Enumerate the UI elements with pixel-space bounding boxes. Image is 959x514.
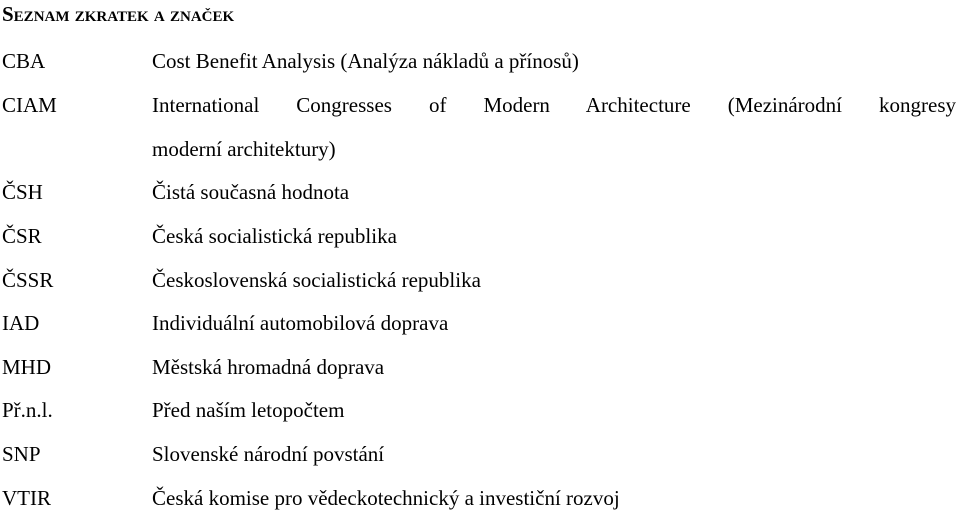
list-item-iad — [0, 309, 959, 339]
abbreviation-meaning-continuation: moderní architektury) — [152, 137, 336, 161]
abbreviation-meaning: Slovenské národní povstání — [152, 442, 385, 466]
abbreviation: ČSSR — [2, 268, 54, 292]
abbreviation: MHD — [2, 355, 52, 379]
list-item-csr — [0, 222, 959, 252]
abbreviation: VTIR — [2, 486, 51, 510]
abbreviation-meaning: Cost Benefit Analysis (Analýza nákladů a přínosů) — [152, 49, 579, 73]
abbreviation-meaning: Před naším letopočtem — [152, 398, 345, 422]
abbreviation-meaning: International Congresses of Modern Architecture (Mezinárodní kongresy — [152, 93, 956, 117]
list-item-mhd — [0, 353, 959, 383]
abbreviation-meaning: Individuální automobilová doprava — [152, 311, 449, 335]
list-item-ciam — [0, 91, 959, 121]
abbreviation-meaning: Česká socialistická republika — [152, 224, 397, 248]
abbreviation-meaning: Městská hromadná doprava — [152, 355, 385, 379]
abbreviation: CIAM — [2, 93, 57, 117]
list-item-cssr — [0, 266, 959, 296]
abbreviation: IAD — [2, 311, 40, 335]
abbreviation: ČSH — [2, 180, 43, 204]
abbreviation-meaning: Česká komise pro vědeckotechnický a investiční rozvoj — [152, 486, 620, 510]
list-item-snp — [0, 440, 959, 470]
abbreviation: CBA — [2, 49, 46, 73]
list-item-ciam-continuation — [0, 135, 959, 165]
abbreviation: ČSR — [2, 224, 42, 248]
abbreviation-meaning: Československá socialistická republika — [152, 268, 481, 292]
section-heading: Seznam zkratek a značek — [2, 2, 235, 26]
list-item-cba — [0, 47, 959, 77]
abbreviation-meaning: Čistá současná hodnota — [152, 180, 350, 204]
abbreviation: SNP — [2, 442, 41, 466]
abbreviation: Př.n.l. — [2, 398, 53, 422]
list-item-prnl — [0, 396, 959, 426]
list-item-vtir — [0, 484, 959, 514]
list-item-csh — [0, 178, 959, 208]
